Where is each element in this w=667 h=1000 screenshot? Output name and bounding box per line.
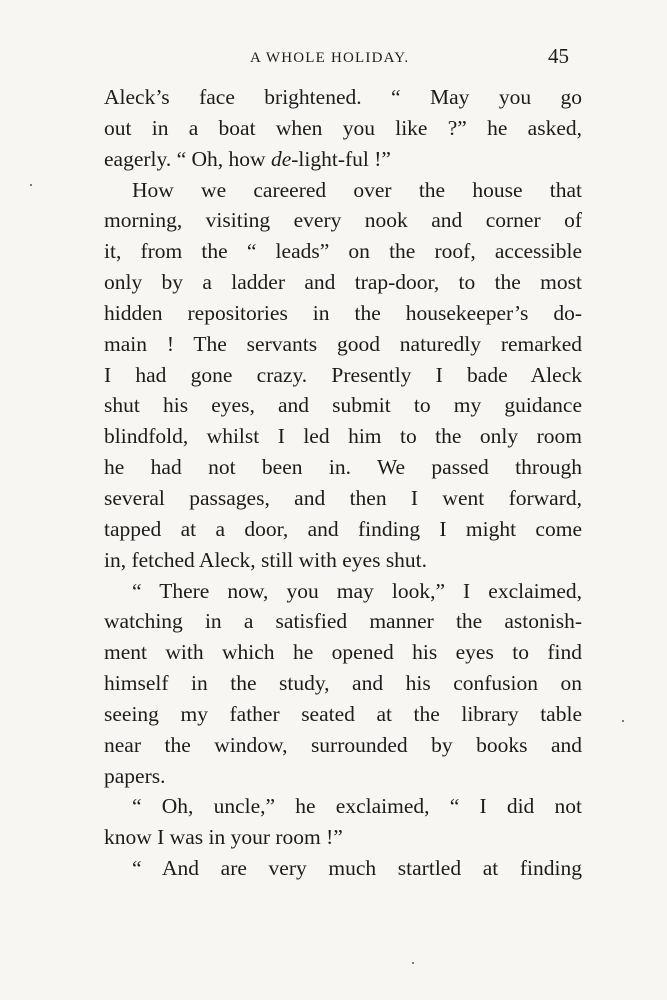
text-line: “ And are very much startled at finding [132,856,582,881]
running-head-title: A WHOLE HOLIDAY. [250,50,410,66]
text-line: he had not been in. We passed through [104,455,582,480]
text-segment: eagerly. “ Oh, how [104,146,271,171]
text-line: morning, visiting every nook and corner of [104,208,582,233]
italic-emphasis: de [270,146,292,171]
text-line: How we careered over the house that [132,177,582,202]
text-line: near the window, surrounded by books and [104,732,582,757]
text-line: “ There now, you may look,” I exclaimed, [132,578,582,603]
text-line: hidden repositories in the housekeeper’s do- [104,300,582,325]
text-line: papers. [104,763,166,788]
text-line: main ! The servants good naturedly remarked [104,331,582,356]
paper-speck [412,962,414,964]
text-line: shut his eyes, and submit to my guidance [104,393,582,418]
text-line: watching in a satisfied manner the astonish- [104,609,582,634]
text-line: tapped at a door, and finding I might come [104,516,582,541]
paper-speck [622,720,624,722]
text-line: himself in the study, and his confusion on [104,671,582,696]
text-line: “ Oh, uncle,” he exclaimed, “ I did not [132,794,582,819]
text-segment: -light-ful !” [291,146,391,171]
text-line: I had gone crazy. Presently I bade Aleck [104,362,582,387]
text-line: only by a ladder and trap-door, to the most [104,270,582,295]
text-line: several passages, and then I went forward, [104,485,582,510]
body-text [104,82,582,884]
text-line: it, from the “ leads” on the roof, accessible [104,239,582,264]
text-line: in, fetched Aleck, still with eyes shut. [104,547,428,572]
text-line: out in a boat when you like ?” he asked, [104,115,582,140]
running-head [0,46,667,70]
paper-speck [30,184,32,186]
text-line: blindfold, whilst I led him to the only room [104,424,582,449]
text-line: seeing my father seated at the library table [104,701,582,726]
text-line: Aleck’s face brightened. “ May you go [104,85,582,109]
page-number: 45 [548,44,569,68]
text-line: know I was in your room !” [104,825,343,850]
text-line [104,144,582,175]
text-line: ment with which he opened his eyes to find [104,640,582,665]
